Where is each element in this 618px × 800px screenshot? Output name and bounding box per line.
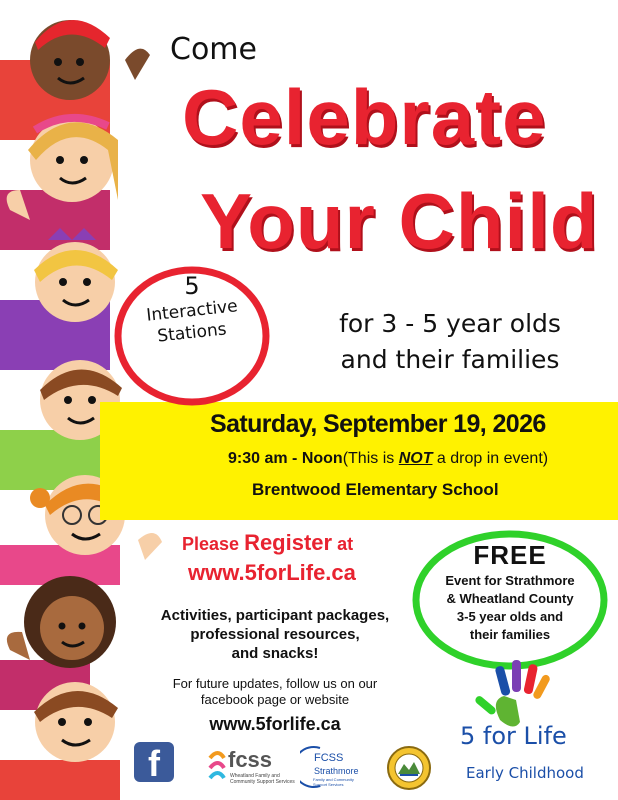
fcss2-title: FCSS [314,752,344,764]
headline-your-child: Your Child [200,177,599,265]
free-title: FREE [473,540,547,570]
updates-line1: For future updates, follow us on our [172,676,378,691]
updates-line2: facebook page or website [200,692,350,707]
event-date: Saturday, September 19, 2026 [210,410,546,438]
facebook-icon[interactable]: f [134,742,174,782]
event-note-emph: NOT [398,450,433,467]
fcss-subtitle: Wheatland Family and Community Support Services [230,773,295,785]
stations-number: 5 [184,272,200,300]
register-suffix: at [332,534,354,554]
five-for-life-title: 5 for Life [460,722,567,750]
stations-line2: Stations [156,319,228,347]
stations-label [112,272,272,347]
website-url[interactable]: www.5forlife.ca [209,714,341,734]
stations-line1: Interactive [145,296,239,326]
event-time [228,450,548,468]
free-line4: their families [469,627,551,642]
free-line3: 3-5 year olds and [456,609,564,624]
free-event-info [420,540,600,643]
event-note-post: a drop in event) [432,450,549,467]
age-group [300,306,600,378]
come-text: Come [170,32,257,67]
age-line2: and their families [340,345,560,374]
activities-line1: Activities, participant packages, [160,607,390,624]
free-line2: & Wheatland County [446,591,574,606]
activities-list [150,606,400,663]
golden-hills-seal [386,744,432,792]
register-url[interactable]: www.5forLife.ca [188,560,356,585]
activities-line3: and snacks! [231,645,319,662]
register-text [182,530,353,556]
register-prefix: Please [182,534,245,554]
fcss-wordmark: fcss [228,747,273,772]
headline-celebrate: Celebrate [182,73,547,161]
activities-line2: professional resources, [190,626,360,643]
event-time-range: 9:30 am - Noon [228,450,343,467]
updates-text [150,676,400,708]
five-for-life-subtitle: Early Childhood [466,764,584,782]
fcss2-subtitle: Strathmore [314,766,359,776]
age-line1: for 3 - 5 year olds [339,309,561,338]
event-note-pre: (This is [342,450,399,467]
event-location: Brentwood Elementary School [252,480,499,499]
free-line1: Event for Strathmore [445,573,575,588]
register-word: Register [244,530,333,555]
fcss2-small: Family and Community Support Services [313,777,354,787]
